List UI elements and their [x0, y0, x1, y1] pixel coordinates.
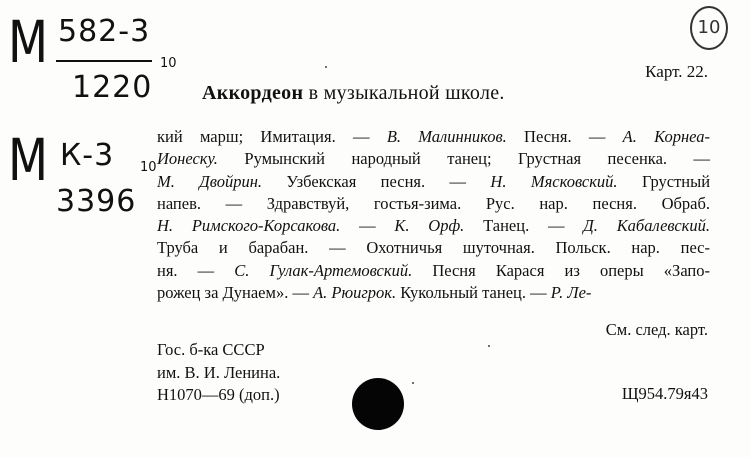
speck	[412, 382, 414, 384]
library-imprint	[157, 339, 280, 407]
contents-line	[157, 126, 710, 148]
contents-text-run: ня. —	[157, 260, 235, 280]
shelfmark-1-letter: М	[8, 8, 49, 76]
contents-line	[157, 193, 710, 215]
contents-text-run: Труба и барабан. — Охотничья шуточная. Польск. нар. пес-	[157, 238, 710, 258]
shelfmark-2-top: К-3	[60, 138, 115, 173]
contents-line	[157, 171, 710, 193]
contents-line	[157, 260, 710, 282]
punch-hole	[352, 378, 404, 430]
author-name: К. Орф.	[394, 216, 465, 236]
contents-text-run: кий марш; Имитация. —	[157, 127, 387, 146]
card-title	[202, 82, 505, 105]
author-name: А. Рюигрок.	[313, 283, 397, 303]
corner-mark: 10	[690, 6, 728, 50]
see-next-card: См. след. карт.	[605, 320, 708, 339]
author-name: А. Корнеа-	[622, 127, 710, 146]
speck	[325, 66, 327, 68]
library-line-3: Н1070—69 (доп.)	[157, 385, 280, 404]
contents-line	[157, 237, 710, 259]
author-name: Р. Ле-	[550, 283, 592, 303]
contents-text-run: Песня Карася из оперы «Запо-	[412, 260, 710, 280]
contents-text-run: напев. — Здравствуй, гостья-зима. Рус. нар. песня. Обраб.	[157, 193, 710, 213]
shelfmark-2-bottom: 3396	[56, 184, 137, 219]
contents-text-run: рожец за Дунаем». —	[157, 283, 314, 303]
contents-text-run: Танец. —	[464, 216, 584, 236]
author-name: М. Двойрин.	[157, 171, 263, 191]
title-bold: Аккордеон	[202, 82, 304, 104]
contents-line	[157, 148, 710, 170]
contents-text-run: Узбекская песня. —	[262, 171, 491, 191]
author-name: С. Гулак-Артемовский.	[234, 260, 413, 280]
speck	[488, 345, 490, 347]
author-name: В. Малинников.	[386, 127, 507, 146]
contents-text-run: Грустный	[617, 171, 711, 191]
contents-text	[157, 126, 710, 304]
author-name: Н. Римского-Корсакова.	[157, 216, 341, 236]
contents-text-run: —	[340, 216, 395, 236]
shelfmark-1-sup: 10	[160, 56, 177, 71]
author-name: Н. Мясковский.	[490, 171, 618, 191]
shelfmark-1-bottom: 1220	[72, 70, 153, 105]
shelfmark-1-divider	[56, 60, 152, 62]
contents-text-run: Кукольный танец. —	[396, 283, 551, 303]
card-number: Карт. 22.	[645, 62, 708, 81]
contents-text-run: Румынский народный танец; Грустная песенка. —	[217, 149, 710, 169]
library-line-2: им. В. И. Ленина.	[157, 362, 281, 382]
shelfmark-2-letter: М	[8, 126, 49, 194]
price-code: Щ954.79я43	[621, 384, 708, 403]
shelfmark-1-top: 582-3	[58, 14, 151, 49]
author-name: Ионеску.	[157, 149, 218, 169]
shelfmark-2-sup: 10	[140, 160, 157, 175]
contents-line	[157, 215, 710, 237]
contents-line	[157, 282, 710, 304]
title-rest: в музыкальной школе.	[303, 82, 505, 104]
contents-text-run: Песня. —	[506, 127, 623, 146]
library-line-1: Гос. б-ка СССР	[157, 340, 265, 359]
author-name: Д. Кабалевский.	[583, 216, 711, 236]
